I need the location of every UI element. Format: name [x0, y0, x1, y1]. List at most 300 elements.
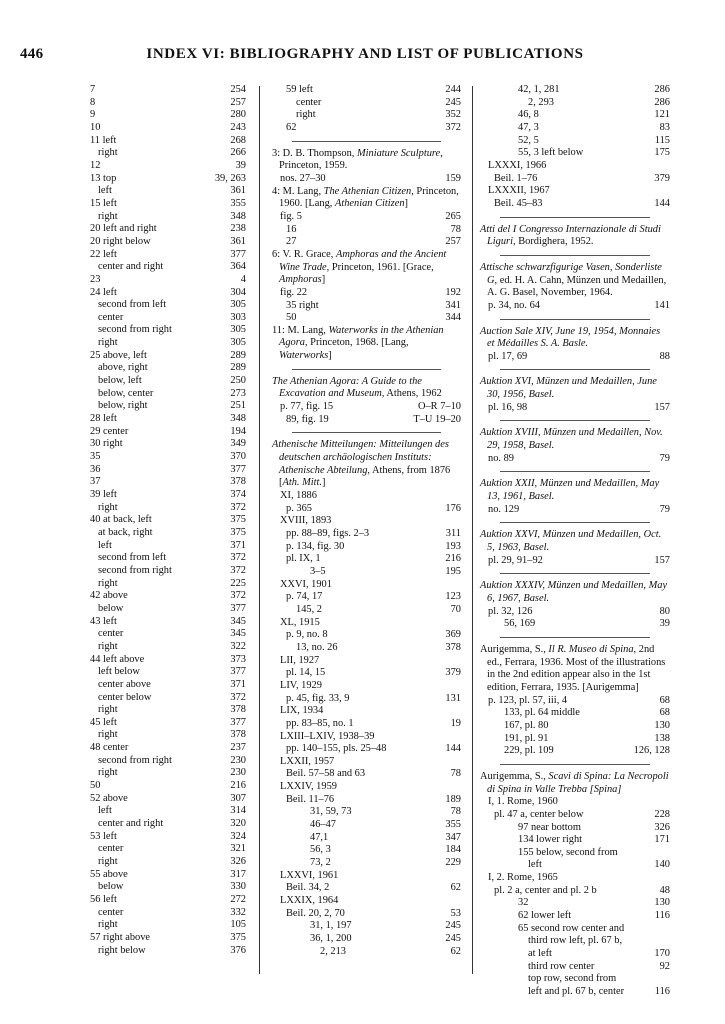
index-entry: [480, 122, 670, 135]
entry-reference: 42, 1, 281: [518, 84, 560, 95]
entry-reference: below, center: [98, 387, 154, 399]
entry-reference: right: [98, 501, 118, 513]
entry-reference: at left: [528, 948, 552, 960]
entry-reference: Beil. 57–58 and 63: [286, 768, 366, 780]
index-entry: [90, 742, 246, 755]
entry-page-number: 130: [654, 897, 670, 909]
index-entry: [90, 565, 246, 578]
entry-reference: center: [296, 96, 322, 108]
index-entry: [272, 604, 461, 617]
index-entry: [90, 97, 246, 110]
index-entry: [90, 388, 246, 401]
entry-page-number: 375: [230, 526, 246, 538]
entry-page-number: 355: [230, 197, 246, 209]
entry-page-number: 245: [445, 933, 461, 944]
index-entry: [272, 743, 461, 756]
index-entry: [90, 109, 246, 122]
entry-page-number: 317: [230, 868, 246, 880]
entry-reference: 53 left: [90, 830, 117, 842]
entry-page-number: 373: [230, 653, 246, 665]
entry-page-number: 371: [230, 678, 246, 690]
entry-reference: 55 above: [90, 868, 128, 880]
entry-reference: center: [98, 843, 124, 855]
index-entry: [272, 617, 461, 630]
entry-reference: right: [296, 109, 316, 121]
entry-page-number: 378: [445, 641, 461, 653]
entry-page-number: 348: [230, 413, 246, 425]
entry-page-number: 349: [230, 438, 246, 450]
index-entry: [90, 413, 246, 426]
entry-reference: second from right: [98, 754, 172, 766]
index-entry: [272, 503, 461, 516]
entry-reference: 22 left: [90, 248, 117, 260]
bibliography-entry: Auktion XXVI, Münzen und Medaillen, Oct. 5, 1963, Basel.: [480, 529, 662, 554]
entry-page-number: 157: [654, 554, 670, 566]
entry-page-number: 159: [445, 172, 461, 184]
index-entry: [272, 109, 461, 122]
index-entry: [480, 351, 670, 364]
entry-page-number: 230: [230, 767, 246, 779]
entry-separator: [500, 319, 650, 320]
entry-reference: 32: [518, 897, 529, 909]
index-entry: [272, 819, 461, 832]
index-entry: [90, 451, 246, 464]
entry-reference: 3–5: [310, 565, 326, 577]
entry-reference: 36: [90, 463, 101, 475]
entry-reference: 7: [90, 84, 96, 95]
entry-page-number: 157: [654, 401, 670, 413]
entry-page-number: 4: [240, 273, 246, 285]
entry-page-number: 305: [230, 337, 246, 349]
entry-page-number: 379: [445, 667, 461, 679]
entry-page-number: 216: [445, 553, 461, 565]
entry-reference: LXIII–LXIV, 1938–39: [280, 730, 375, 742]
index-entry: [272, 667, 461, 680]
entry-page-number: 170: [654, 948, 670, 960]
entry-reference: XI, 1886: [280, 490, 317, 502]
index-entry: [90, 843, 246, 856]
entry-reference: XVIII, 1893: [280, 515, 332, 527]
entry-page-number: 326: [654, 821, 670, 833]
index-entry: [272, 579, 461, 592]
entry-separator: [292, 369, 441, 370]
entry-reference: left: [98, 539, 112, 551]
bibliography-entry: Aurigemma, S., Il R. Museo di Spina, 2nd ed., Ferrara, 1936. Most of the illustrations in the 2nd edition appear also in the 1st edition, Ferrara, 1935. [Aurigemma]: [480, 643, 666, 693]
bibliography-entry: 11: M. Lang, Waterworks in the Athenian Agora, Princeton, 1968. [Lang, Waterworks]: [272, 324, 444, 362]
index-entry: [272, 882, 461, 895]
entry-page-number: 175: [654, 147, 670, 159]
entry-reference: 133, pl. 64 middle: [504, 707, 580, 719]
entry-page-number: 130: [654, 719, 670, 731]
entry-page-number: 116: [654, 986, 670, 998]
index-entry: [90, 502, 246, 515]
index-entry: [272, 97, 461, 110]
index-entry: [480, 300, 670, 313]
index-entry: [480, 872, 670, 885]
index-entry: [90, 818, 246, 831]
index-entry: [272, 490, 461, 503]
entry-page-number: 321: [230, 843, 246, 855]
entry-page-number: 62: [450, 945, 461, 957]
entry-page-number: 228: [654, 808, 670, 820]
entry-reference: 27: [286, 236, 297, 248]
entry-reference: center above: [98, 678, 151, 690]
entry-page-number: 68: [659, 707, 670, 719]
entry-reference: 2, 213: [320, 945, 346, 957]
entry-reference: LXXVI, 1961: [280, 869, 339, 881]
index-entry: [480, 986, 670, 999]
index-entry: [90, 223, 246, 236]
index-entry: [272, 541, 461, 554]
index-entry: [480, 97, 670, 110]
entry-page-number: 352: [445, 109, 461, 121]
entry-reference: Beil. 34, 2: [286, 882, 330, 894]
entry-reference: 20 left and right: [90, 223, 157, 235]
index-entry: [480, 109, 670, 122]
entry-page-number: 320: [230, 818, 246, 830]
entry-page-number: 322: [230, 640, 246, 652]
entry-reference: 29 center: [90, 425, 129, 437]
index-entry: [90, 249, 246, 262]
entry-reference: LII, 1927: [280, 654, 320, 666]
entry-page-number: 268: [230, 134, 246, 146]
entry-page-number: 230: [230, 754, 246, 766]
entry-reference: p. 77, fig. 15: [280, 401, 334, 413]
entry-page-number: 289: [230, 362, 246, 374]
entry-reference: 57 right above: [90, 931, 151, 943]
entry-page-number: 39, 263: [214, 172, 246, 184]
entry-reference: right: [98, 147, 118, 159]
entry-page-number: 184: [445, 844, 461, 856]
entry-page-number: 79: [659, 503, 670, 515]
index-entry: [480, 897, 670, 910]
index-entry: [90, 552, 246, 565]
entry-page-number: 376: [230, 944, 246, 956]
entry-page-number: 225: [230, 577, 246, 589]
index-entry: [90, 780, 246, 793]
index-entry: [272, 920, 461, 933]
index-entry: [480, 135, 670, 148]
index-entry: [480, 453, 670, 466]
entry-reference: left: [98, 185, 112, 197]
entry-page-number: 378: [230, 729, 246, 741]
entry-reference: 62 lower left: [518, 910, 572, 922]
entry-reference: 56 left: [90, 894, 117, 905]
entry-page-number: 303: [230, 311, 246, 323]
index-entry: [90, 590, 246, 603]
entry-page-number: 272: [230, 894, 246, 905]
index-entry: [480, 948, 670, 961]
entry-page-number: 78: [450, 768, 461, 780]
entry-page-number: 361: [230, 185, 246, 197]
index-entry: [272, 629, 461, 642]
index-entry: [272, 680, 461, 693]
entry-page-number: 254: [230, 84, 246, 95]
index-entry: [272, 933, 461, 946]
entry-page-number: 250: [230, 375, 246, 387]
entry-reference: I, 1. Rome, 1960: [488, 796, 558, 808]
entry-reference: right: [98, 210, 118, 222]
entry-page-number: 379: [654, 172, 670, 184]
index-entry: [272, 84, 461, 97]
entry-page-number: 251: [230, 400, 246, 412]
bibliography-entry: Aurigemma, S., Scavi di Spina: La Necropoli di Spina in Valle Trebba [Spina]: [480, 770, 669, 795]
entry-reference: 97 near bottom: [518, 821, 581, 833]
entry-reference: center and right: [98, 818, 164, 830]
entry-reference: pp. 88–89, figs. 2–3: [286, 528, 370, 539]
entry-reference: p. 45, fig. 33, 9: [286, 692, 350, 704]
index-entry: [90, 616, 246, 629]
index-entry: [272, 870, 461, 883]
index-entry: [90, 375, 246, 388]
index-entry: [90, 337, 246, 350]
entry-page-number: 115: [654, 134, 670, 146]
index-entry: [480, 173, 670, 186]
entry-page-number: T–U 19–20: [413, 413, 461, 425]
index-entry: [480, 847, 670, 860]
entry-page-number: 83: [659, 121, 670, 133]
entry-reference: no. 129: [488, 503, 520, 515]
entry-page-number: 311: [445, 528, 461, 539]
entry-page-number: 245: [445, 920, 461, 932]
entry-reference: left: [528, 859, 542, 871]
index-entry: [480, 695, 670, 708]
entry-page-number: 257: [230, 96, 246, 108]
entry-page-number: 289: [230, 349, 246, 361]
column-rule: [472, 86, 473, 974]
index-entry: [90, 135, 246, 148]
index-entry: [90, 881, 246, 894]
entry-reference: pl. 14, 15: [286, 667, 326, 679]
entry-page-number: 324: [230, 830, 246, 842]
entry-reference: pl. 2 a, center and pl. 2 b: [494, 884, 597, 896]
index-entry: [480, 809, 670, 822]
entry-reference: center and right: [98, 261, 164, 273]
index-entry: [90, 919, 246, 932]
index-entry: [90, 438, 246, 451]
index-entry: [480, 198, 670, 211]
entry-reference: third row center: [528, 960, 595, 972]
index-entry: [90, 628, 246, 641]
entry-page-number: 48: [659, 884, 670, 896]
entry-page-number: 131: [445, 692, 461, 704]
index-column-1: [90, 84, 246, 957]
entry-reference: pl. 29, 91–92: [488, 554, 543, 566]
index-entry: [272, 553, 461, 566]
entry-page-number: 105: [230, 919, 246, 931]
index-entry: [90, 261, 246, 274]
index-entry: [480, 84, 670, 97]
index-entry: [272, 414, 461, 427]
entry-separator: [500, 217, 650, 218]
entry-reference: below, right: [98, 400, 148, 412]
entry-page-number: 193: [445, 540, 461, 552]
entry-page-number: 307: [230, 792, 246, 804]
page-number: 446: [20, 46, 44, 62]
entry-reference: right below: [98, 944, 146, 956]
entry-reference: p. 134, fig. 30: [286, 540, 345, 552]
index-entry: [90, 856, 246, 869]
index-entry: [90, 514, 246, 527]
entry-page-number: 78: [450, 806, 461, 818]
index-entry: [480, 745, 670, 758]
entry-reference: 11 left: [90, 134, 117, 146]
bibliography-entry: 3: D. B. Thompson, Miniature Sculpture, Princeton, 1959.: [272, 147, 443, 172]
index-column-3: [480, 84, 670, 999]
entry-reference: left and pl. 67 b, center: [528, 986, 625, 998]
entry-reference: 56, 3: [310, 844, 331, 856]
bibliography-entry: Atti del I Congresso Internazionale di Studi Liguri, Bordighera, 1952.: [480, 223, 661, 248]
index-entry: [480, 961, 670, 974]
entry-separator: [500, 471, 650, 472]
index-entry: [90, 489, 246, 502]
bibliography-entry: Attische schwarzfigurige Vasen, Sonderliste G, ed. H. A. Cahn, Münzen und Medaillen, A. G. Basel, November, 1964.: [480, 261, 667, 299]
bibliography-entry: Auktion XVIII, Münzen und Medaillen, Nov. 29, 1958, Basel.: [480, 427, 663, 452]
index-entry: [272, 693, 461, 706]
index-entry: [90, 185, 246, 198]
entry-reference: pp. 83–85, no. 1: [286, 717, 354, 729]
index-entry: [480, 606, 670, 619]
entry-reference: 47,1: [310, 831, 329, 843]
index-entry: [272, 794, 461, 807]
entry-reference: 30 right: [90, 438, 123, 450]
entry-reference: 52 above: [90, 792, 128, 804]
entry-reference: 46–47: [310, 819, 336, 831]
bibliography-entry: 4: M. Lang, The Athenian Citizen, Princeton, 1960. [Lang, Athenian Citizen]: [272, 185, 459, 210]
entry-page-number: 88: [659, 350, 670, 362]
index-entry: [90, 540, 246, 553]
index-entry: [90, 894, 246, 907]
entry-reference: above, right: [98, 362, 148, 374]
entry-page-number: 53: [450, 907, 461, 919]
entry-reference: 9: [90, 109, 96, 121]
bibliography-entry: Auktion XXXIV, Münzen und Medaillen, May 6, 1967, Basel.: [480, 580, 668, 604]
entry-page-number: 280: [230, 109, 246, 121]
entry-page-number: 371: [230, 539, 246, 551]
entry-reference: 46, 8: [518, 109, 539, 121]
index-entry: [90, 666, 246, 679]
entry-separator: [500, 369, 650, 370]
entry-reference: 10: [90, 121, 101, 133]
entry-page-number: 140: [654, 859, 670, 871]
bibliography-entry: Auktion XXII, Münzen und Medaillen, May 13, 1961, Basel.: [480, 478, 660, 503]
index-entry: [272, 591, 461, 604]
entry-reference: center below: [98, 691, 152, 703]
entry-reference: below: [98, 602, 124, 614]
bibliography-entry: Auktion XVI, Münzen und Medaillen, June 30, 1956, Basel.: [480, 376, 657, 401]
entry-reference: 23: [90, 273, 101, 285]
index-entry: [480, 618, 670, 631]
entry-reference: right: [98, 919, 118, 931]
index-entry: [90, 350, 246, 363]
entry-reference: no. 89: [488, 452, 514, 464]
entry-page-number: 372: [230, 501, 246, 513]
entry-page-number: 347: [445, 831, 461, 843]
entry-page-number: 121: [654, 109, 670, 121]
entry-reference: 45 left: [90, 716, 117, 728]
entry-reference: 37: [90, 476, 101, 488]
entry-reference: 40 at back, left: [90, 514, 152, 526]
entry-reference: 50: [286, 312, 297, 324]
entry-reference: second from left: [98, 552, 167, 564]
index-entry: [90, 198, 246, 211]
index-entry: [480, 185, 670, 198]
index-entry: [272, 718, 461, 731]
entry-reference: pl. 16, 98: [488, 401, 528, 413]
entry-reference: 39 left: [90, 489, 117, 500]
entry-separator: [500, 522, 650, 523]
entry-reference: 167, pl. 80: [504, 719, 549, 731]
entry-page-number: 244: [445, 84, 461, 95]
entry-reference: right: [98, 704, 118, 716]
index-entry: [272, 832, 461, 845]
index-entry: [272, 857, 461, 870]
entry-reference: LXXIV, 1959: [280, 781, 337, 793]
entry-reference: Beil. 45–83: [494, 197, 543, 209]
index-entry: [480, 973, 670, 986]
entry-reference: p. 9, no. 8: [286, 629, 328, 641]
entry-reference: 145, 2: [296, 603, 322, 615]
entry-reference: second from right: [98, 564, 172, 576]
entry-page-number: 171: [654, 834, 670, 846]
entry-reference: third row left, pl. 67 b,: [528, 935, 623, 947]
entry-page-number: 332: [230, 906, 246, 918]
entry-reference: 50: [90, 780, 101, 792]
entry-page-number: 345: [230, 628, 246, 640]
entry-reference: 73, 2: [310, 857, 331, 869]
entry-page-number: 273: [230, 387, 246, 399]
index-entry: [272, 655, 461, 668]
entry-page-number: 176: [445, 502, 461, 514]
index-entry: [90, 324, 246, 337]
entry-reference: right: [98, 577, 118, 589]
entry-reference: I, 2. Rome, 1965: [488, 872, 558, 884]
index-entry: [480, 707, 670, 720]
entry-page-number: 116: [654, 910, 670, 922]
index-entry: [272, 287, 461, 300]
index-entry: [480, 147, 670, 160]
index-entry: [90, 767, 246, 780]
entry-page-number: 19: [450, 717, 461, 729]
entry-reference: 44 left above: [90, 653, 145, 665]
entry-page-number: 377: [230, 666, 246, 678]
index-entry: [90, 476, 246, 489]
index-entry: [90, 793, 246, 806]
entry-page-number: 243: [230, 121, 246, 133]
index-entry: [480, 504, 670, 517]
index-entry: [272, 515, 461, 528]
entry-reference: 15 left: [90, 197, 117, 209]
entry-page-number: 377: [230, 463, 246, 475]
index-entry: [272, 908, 461, 921]
entry-reference: 55, 3 left below: [518, 147, 584, 159]
index-entry: [90, 692, 246, 705]
index-entry: [272, 756, 461, 769]
index-entry: [480, 720, 670, 733]
entry-page-number: 238: [230, 223, 246, 235]
index-entry: [272, 528, 461, 541]
index-entry: [272, 300, 461, 313]
index-entry: [480, 935, 670, 948]
entry-page-number: 344: [445, 312, 461, 324]
index-entry: [90, 654, 246, 667]
entry-page-number: 229: [445, 857, 461, 869]
index-entry: [90, 717, 246, 730]
entry-reference: LXXXI, 1966: [488, 159, 547, 171]
entry-reference: Beil. 1–76: [494, 172, 538, 184]
entry-reference: 24 left: [90, 286, 117, 298]
entry-page-number: 70: [450, 603, 461, 615]
